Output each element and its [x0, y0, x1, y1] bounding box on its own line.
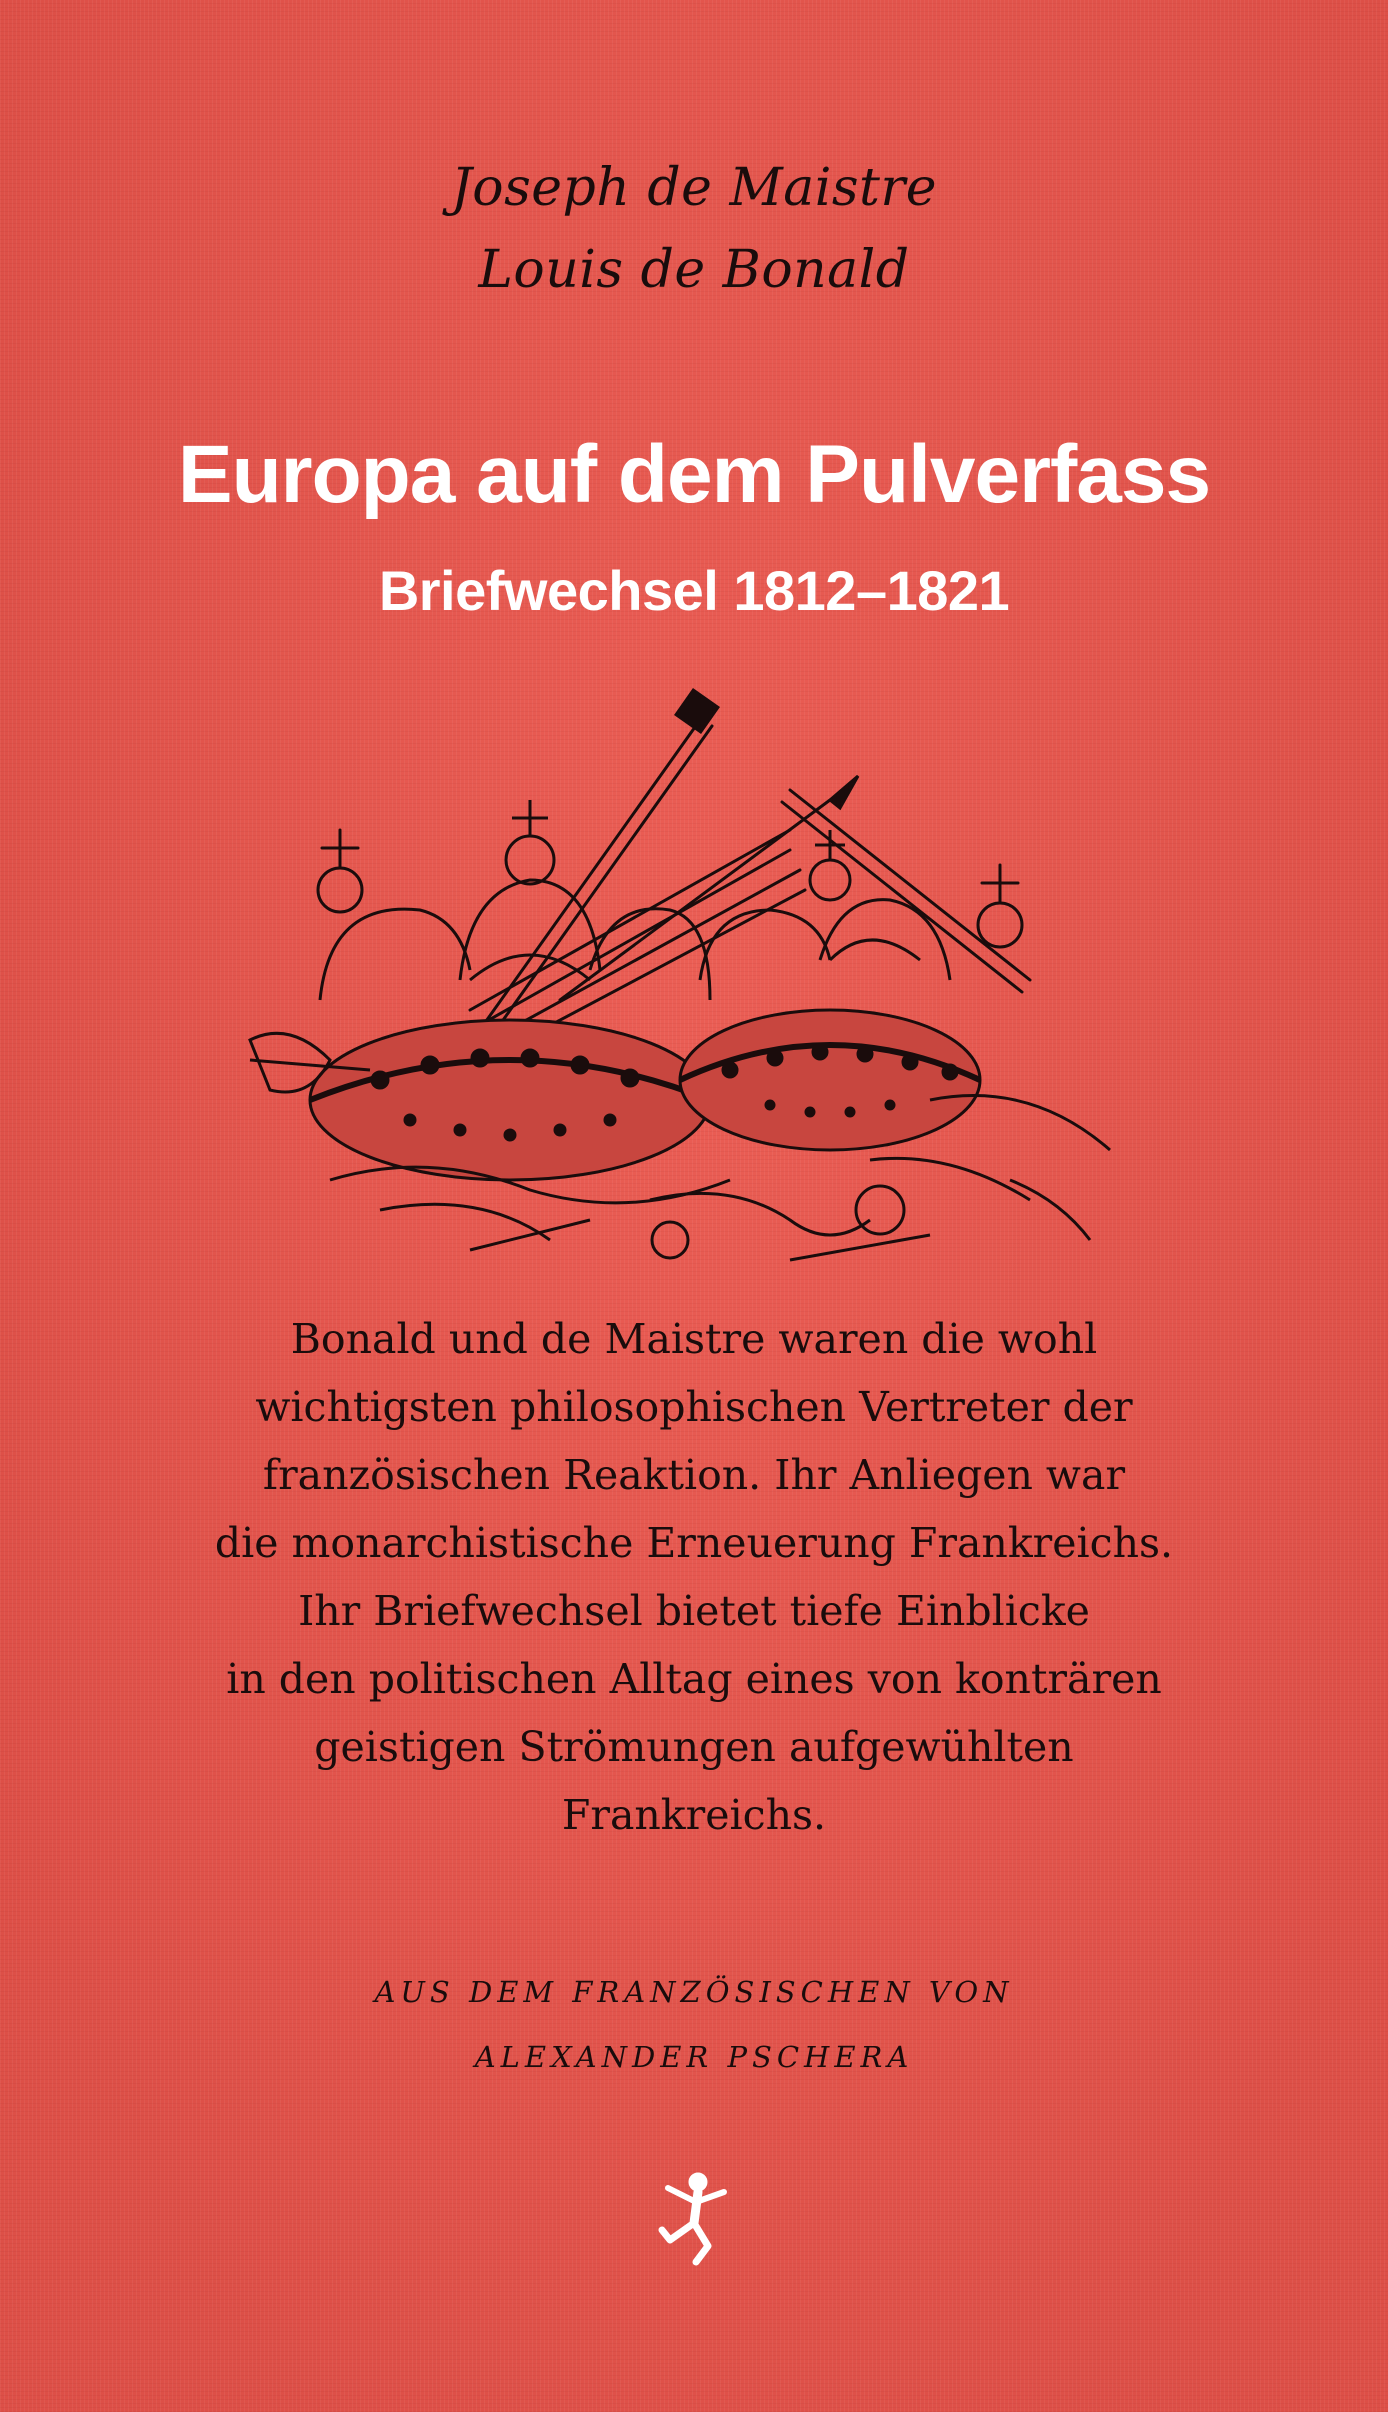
translator-credit-line-2: ALEXANDER PSCHERA: [474, 2040, 914, 2074]
blurb-line: geistigen Strömungen aufgewühlten: [314, 1723, 1074, 1771]
author-name-1: Joseph de Maistre: [450, 158, 938, 218]
blurb-line: wichtigsten philosophischen Vertreter der: [255, 1383, 1133, 1431]
blurb-line: in den politischen Alltag eines von konträren: [226, 1655, 1162, 1703]
crowns-scepters-engraving-icon: [230, 680, 1150, 1280]
blurb-line: die monarchistische Erneuerung Frankreichs.: [214, 1519, 1174, 1567]
book-title: Europa auf dem Pulverfass: [177, 429, 1211, 520]
dancing-figure-logo-icon: [650, 2168, 740, 2268]
author-name-2: Louis de Bonald: [478, 240, 910, 300]
translator-credit-line-1: AUS DEM FRANZÖSISCHEN VON: [374, 1975, 1014, 2009]
book-subtitle: Briefwechsel 1812–1821: [378, 559, 1010, 622]
blurb-text: [100, 1305, 1288, 1849]
blurb-line: Frankreichs.: [561, 1791, 827, 1839]
blurb-line: Bonald und de Maistre waren die wohl: [290, 1315, 1098, 1363]
blurb-line: Ihr Briefwechsel bietet tiefe Einblicke: [298, 1587, 1090, 1635]
blurb-line: französischen Reaktion. Ihr Anliegen war: [262, 1451, 1126, 1499]
